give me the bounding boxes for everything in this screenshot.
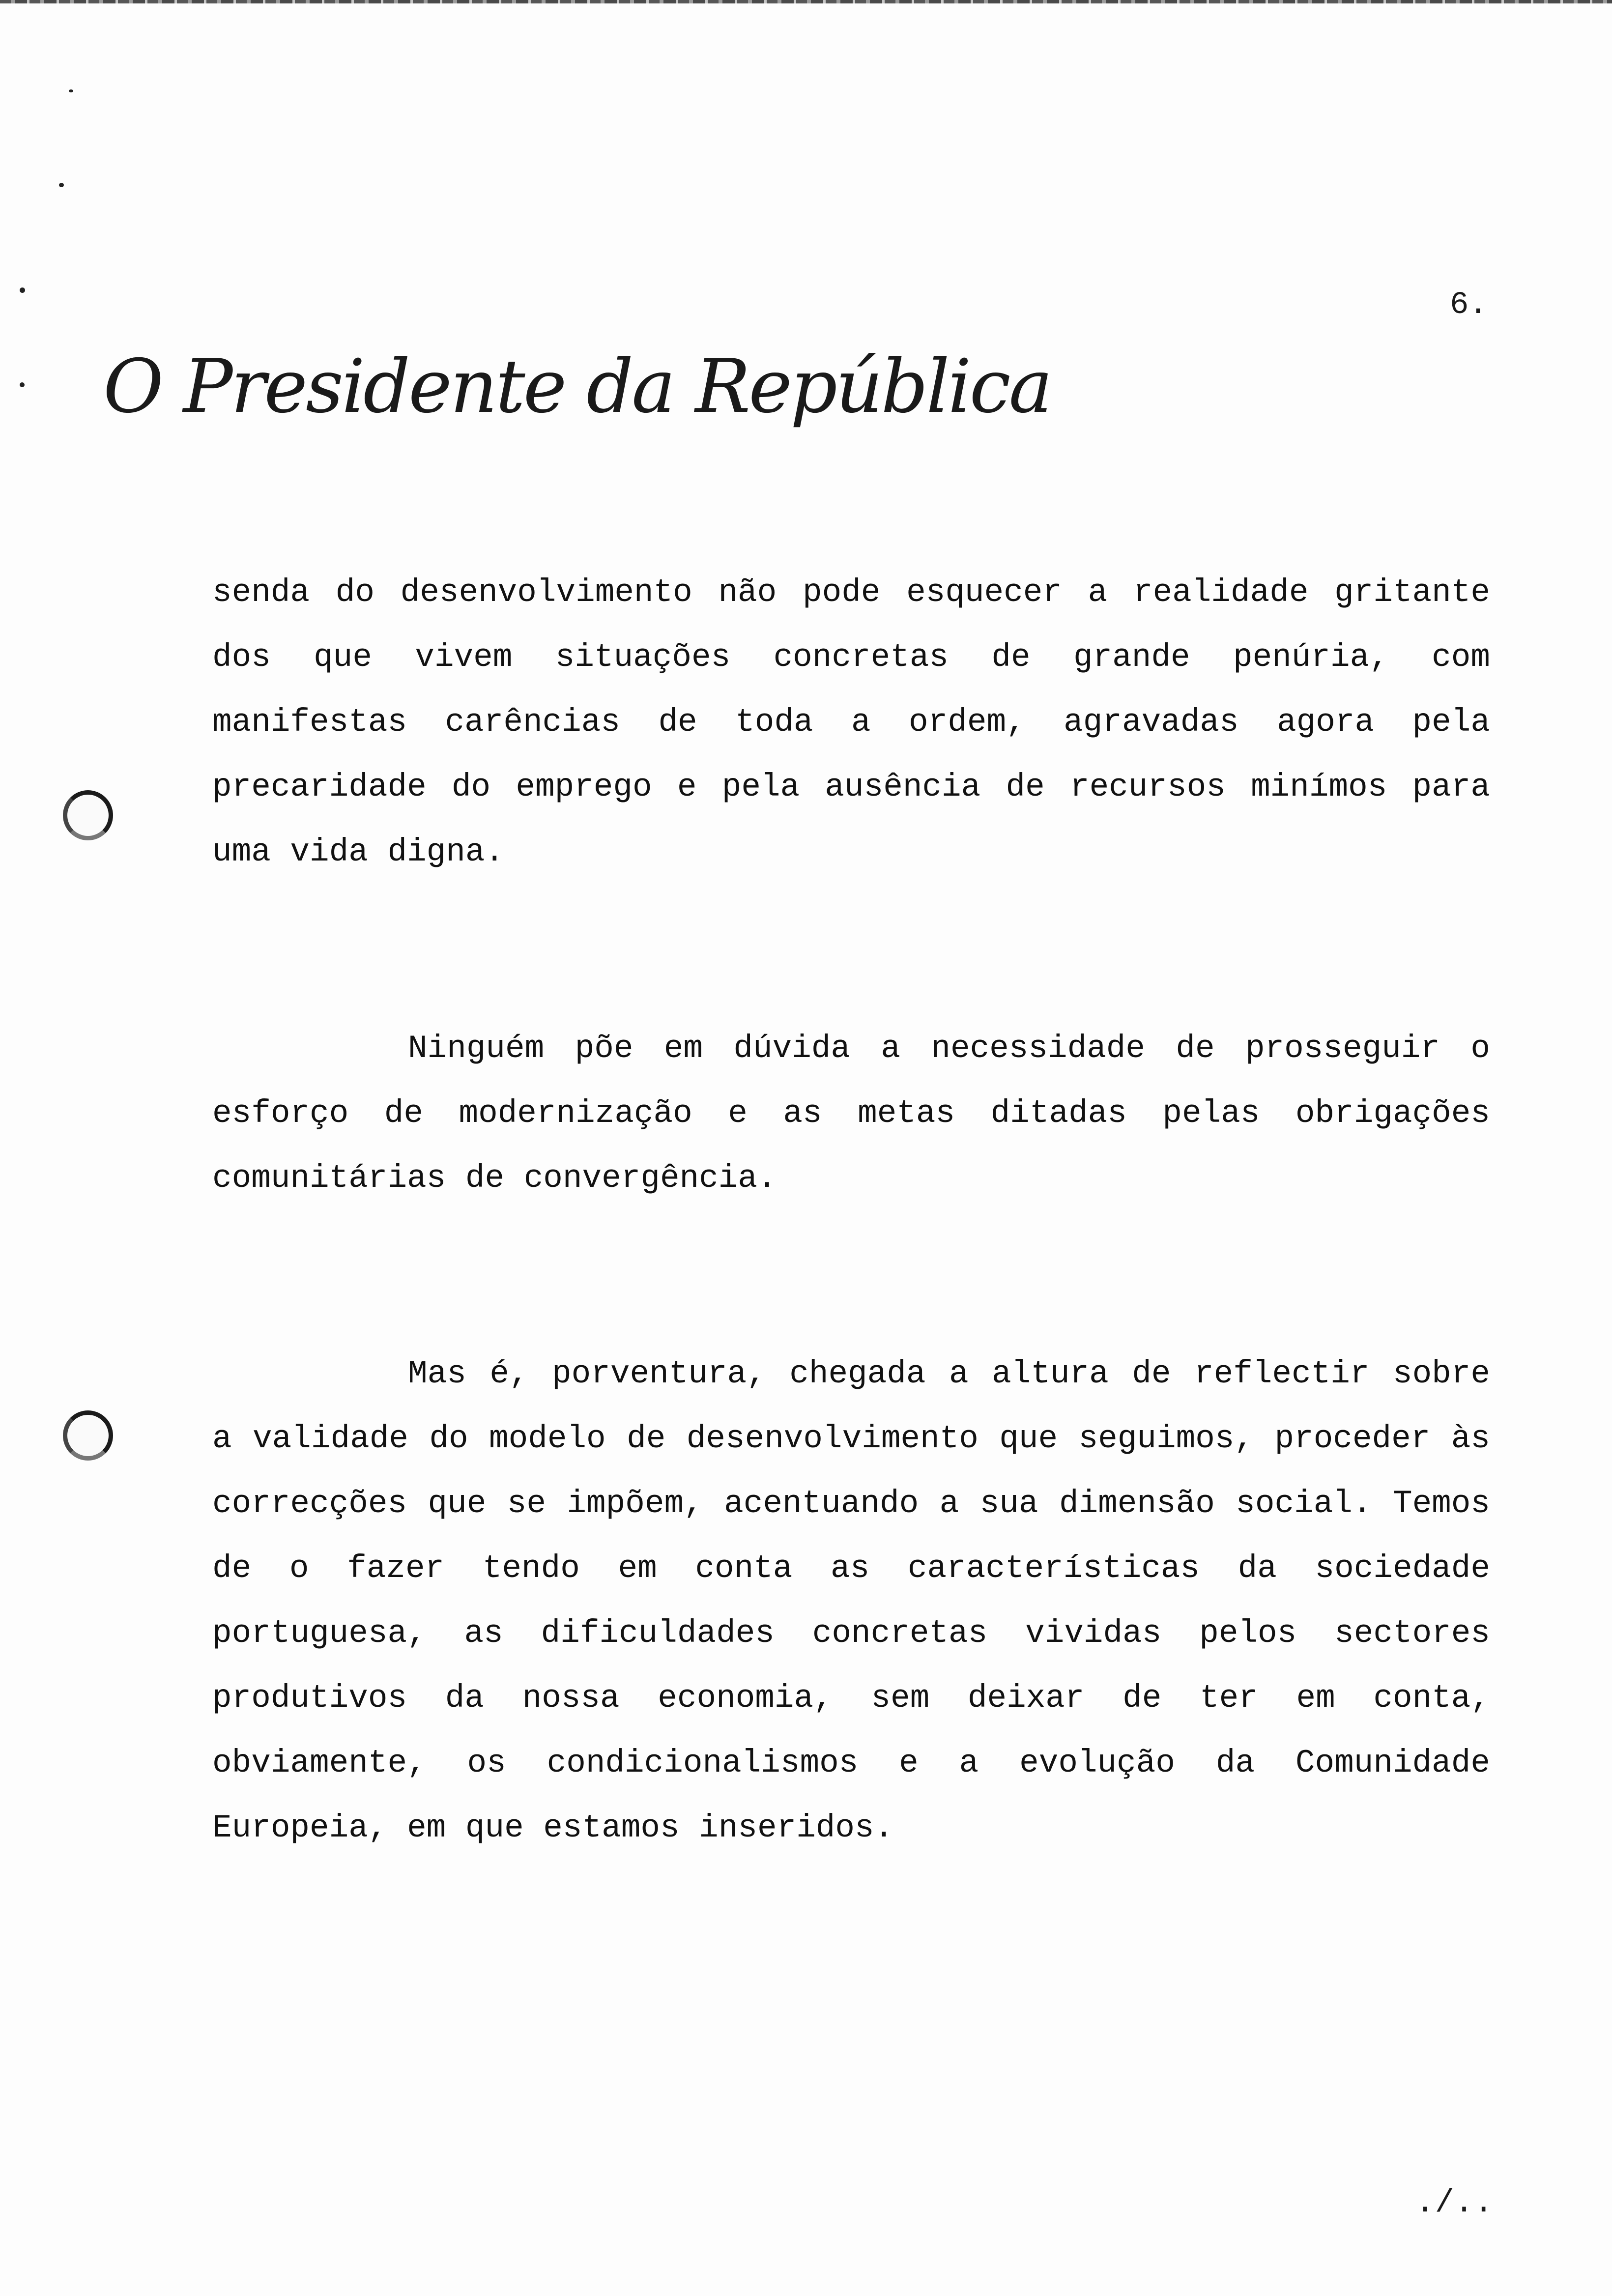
continuation-mark: ./.. xyxy=(1415,2184,1494,2221)
text-line: Mas é, porventura, chegada a altura de reflectir sobre xyxy=(408,1355,1490,1392)
text-line: de o fazer tendo em conta as características da sociedade xyxy=(212,1550,1490,1587)
text-line: produtivos da nossa economia, sem deixar de ter em conta, xyxy=(212,1680,1490,1717)
text-line: uma vida digna. xyxy=(212,833,505,870)
scan-speck xyxy=(20,287,25,293)
text-line: portuguesa, as dificuldades concretas vividas pelos sectores xyxy=(212,1615,1490,1652)
text-line: comunitárias de convergência. xyxy=(212,1160,777,1197)
punch-hole xyxy=(63,790,113,840)
scan-speck xyxy=(59,183,64,187)
text-line: obviamente, os condicionalismos e a evolução da Comunidade xyxy=(212,1745,1490,1781)
scan-top-edge xyxy=(0,0,1612,3)
text-line: senda do desenvolvimento não pode esquecer a realidade gritante xyxy=(212,574,1490,611)
text-line: Europeia, em que estamos inseridos. xyxy=(212,1809,894,1846)
text-line: precaridade do emprego e pela ausência de recursos minímos para xyxy=(212,769,1490,805)
text-line: esforço de modernização e as metas ditadas pelas obrigações xyxy=(212,1095,1490,1132)
page-number: 6. xyxy=(1450,287,1488,323)
text-line: manifestas carências de toda a ordem, agravadas agora pela xyxy=(212,704,1490,741)
text-line: correcções que se impõem, acentuando a sua dimensão social. Temos xyxy=(212,1485,1490,1522)
scan-speck xyxy=(20,382,25,387)
text-line: dos que vivem situações concretas de grande penúria, com xyxy=(212,639,1490,676)
punch-hole xyxy=(63,1410,113,1461)
scan-speck xyxy=(69,89,73,92)
letterhead-title: O Presidente da República xyxy=(103,344,1051,430)
text-line: a validade do modelo de desenvolvimento que seguimos, proceder às xyxy=(212,1420,1490,1457)
text-line: Ninguém põe em dúvida a necessidade de prosseguir o xyxy=(408,1030,1490,1067)
